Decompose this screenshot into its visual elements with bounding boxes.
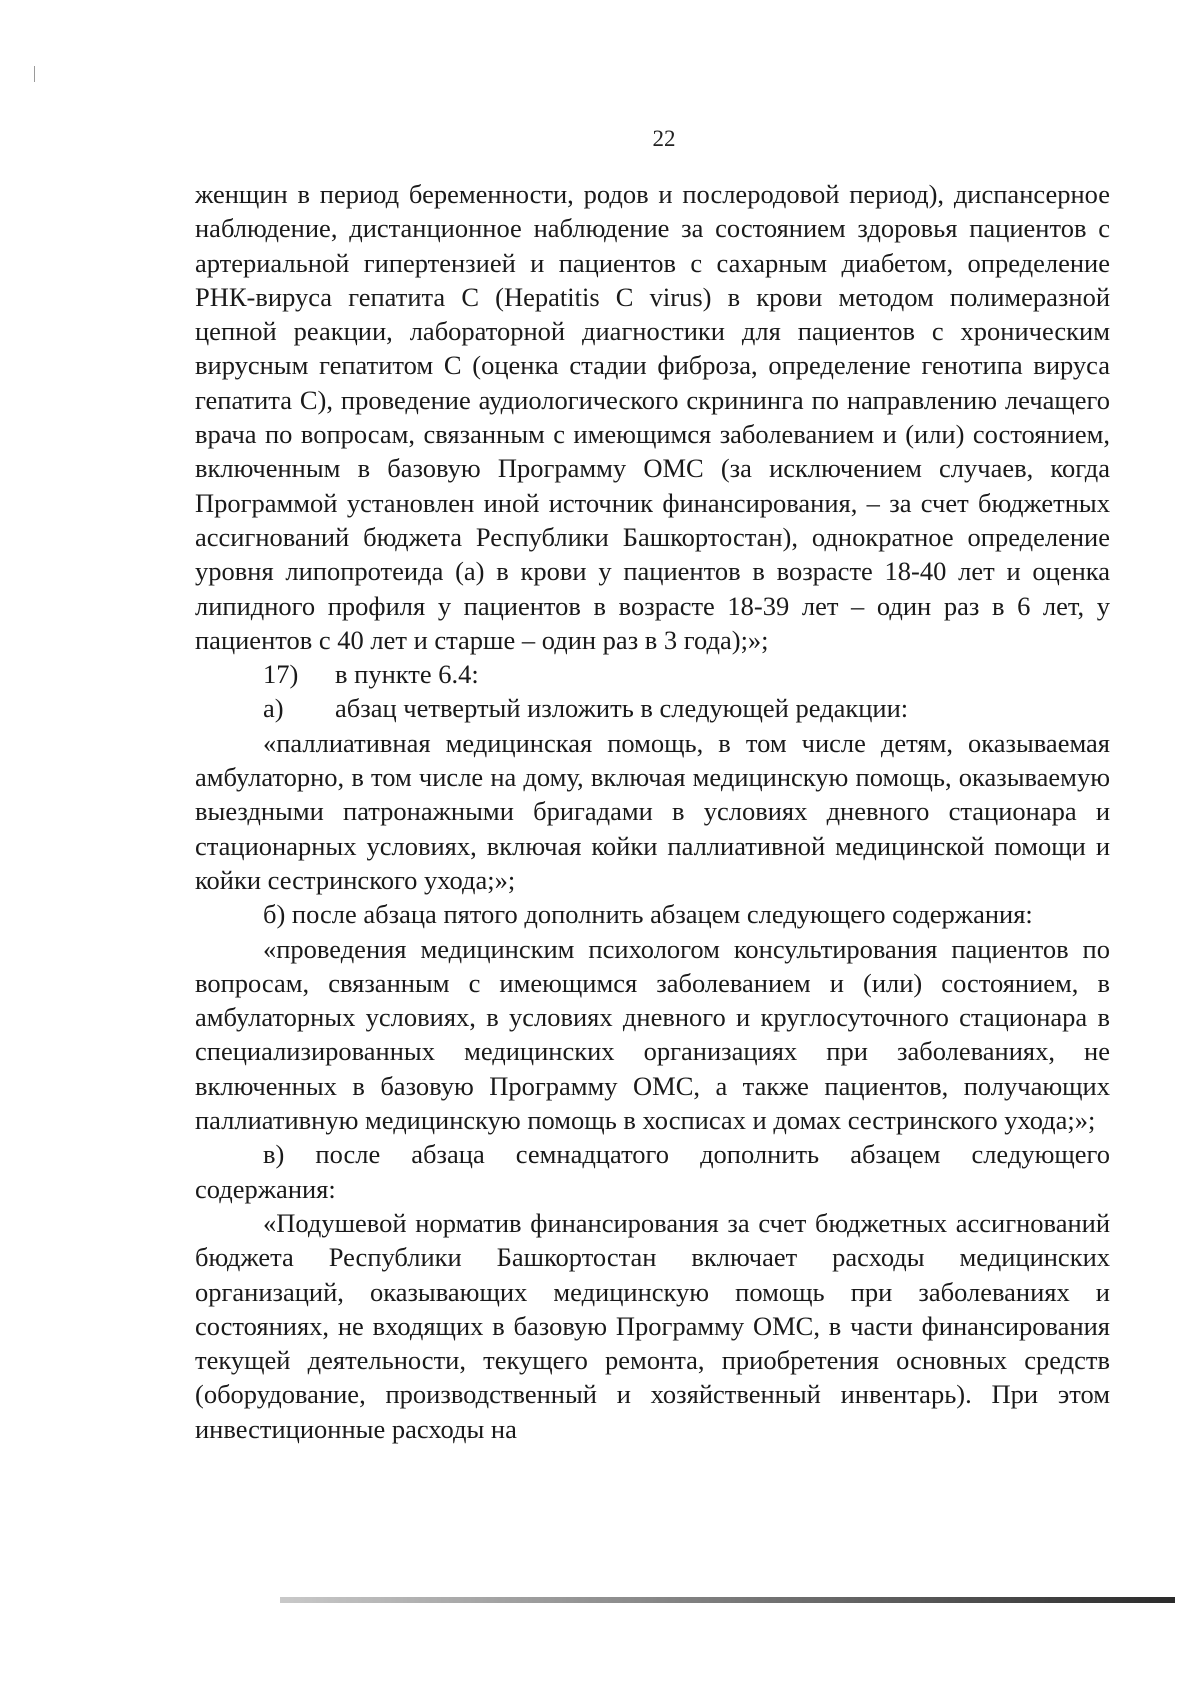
paragraph-funding: «Подушевой норматив финансирования за счет бюджетных ассигнований бюджета Республики Башкортостан включает расходы медицинских организаций, оказывающих медицинскую помощь при заболеваниях и состояниях, не входящих в базовую Программу ОМС, в части финансирования текущей деятельности, текущего ремонта, приобретения основных средств (оборудование, производственный и хозяйственный инвентарь). При этом инвестиционные расходы на — [195, 1207, 1110, 1444]
paragraph-continuation: женщин в период беременности, родов и послеродовой период), диспансерное наблюдение, дистанционное наблюдение за состоянием здоровья пациентов с артериальной гипертензией и пациентов с сахарным диабетом, определение РНК-вируса гепатита С (Hepatitis C virus) в крови методом полимеразной цепной реакции, лабораторной диагностики для пациентов с хроническим вирусным гепатитом С (оценка стадии фиброза, определение генотипа вируса гепатита С), проведение аудиологического скрининга по направлению лечащего врача по вопросам, связанным с имеющимся заболеванием и (или) состоянием, включенным в базовую Программу ОМС (за исключением случаев, когда Программой установлен иной источник финансирования, – за счет бюджетных ассигнований бюджета Республики Башкортостан), однократное определение уровня липопротеида (а) в крови у пациентов в возрасте 18-40 лет и оценка липидного профиля у пациентов в возрасте 18-39 лет – один раз в 6 лет, у пациентов с 40 лет и старше – один раз в 3 года);»; — [195, 179, 1110, 655]
list-text-a: абзац четвертый изложить в следующей редакции: — [335, 693, 909, 724]
scan-bottom-line — [280, 1597, 1175, 1603]
scan-artifact-mark — [34, 66, 35, 82]
paragraph-item-b: б) после абзаца пятого дополнить абзацем следующего содержания: — [263, 899, 1033, 930]
document-body — [195, 177, 1110, 1446]
paragraph-item-v: в) после абзаца семнадцатого дополнить абзацем следующего содержания: — [195, 1139, 1110, 1204]
list-text-17: в пункте 6.4: — [335, 659, 479, 690]
list-item-17 — [195, 657, 1110, 691]
paragraph-palliative: «паллиативная медицинская помощь, в том числе детям, оказываемая амбулаторно, в том числе на дому, включая медицинскую помощь, оказываемую выездными патронажными бригадами в условиях дневного стационара и стационарных условиях, включая койки паллиативной медицинской помощи и койки сестринского ухода;»; — [195, 727, 1110, 895]
paragraph-psychologist: «проведения медицинским психологом консультирования пациентов по вопросам, связанным с имеющимся заболеванием и (или) состоянием, в амбулаторных условиях, в условиях дневного и круглосуточного стационара в специализированных медицинских организациях при заболеваниях, не включенных в базовую Программу ОМС, а также пациентов, получающих паллиативную медицинскую помощь в хосписах и домах сестринского ухода;»; — [195, 933, 1110, 1136]
list-item-a — [195, 691, 1110, 725]
page-number: 22 — [652, 126, 676, 151]
list-marker-17: 17) — [263, 659, 299, 690]
list-marker-a: а) — [263, 693, 284, 724]
